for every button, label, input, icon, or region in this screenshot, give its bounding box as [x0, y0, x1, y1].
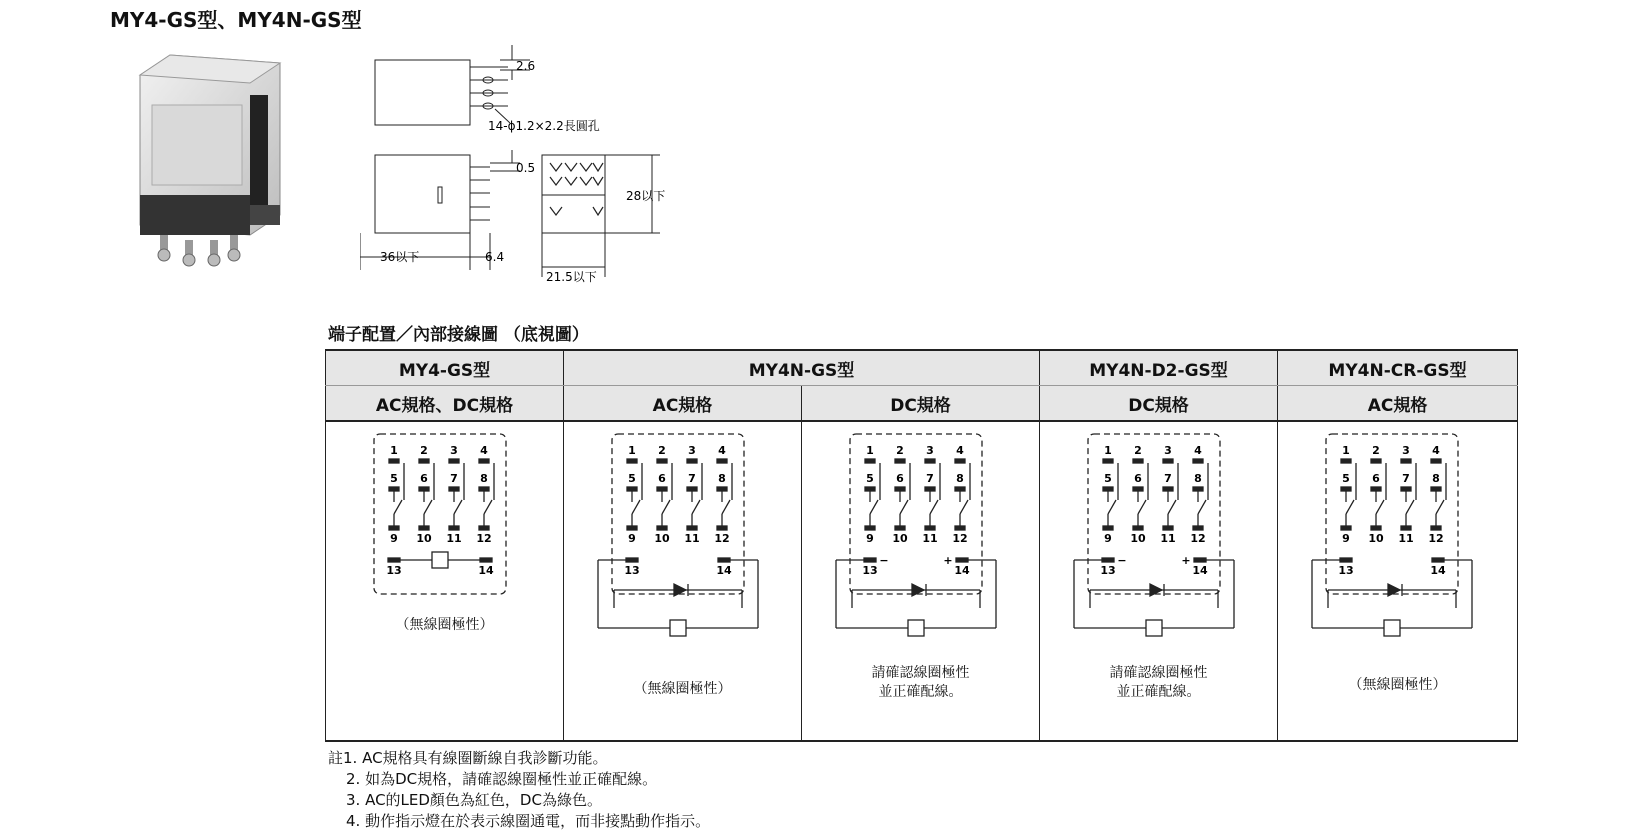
diagram-cell-1 [326, 421, 564, 741]
terminal-label-mid: 7 [1402, 472, 1410, 485]
terminal-label-mid: 7 [926, 472, 934, 485]
polarity-minus: − [879, 554, 889, 567]
terminal-label-mid: 6 [658, 472, 666, 485]
terminal-label-top: 1 [1104, 444, 1112, 457]
terminal-label-coil: 14 [954, 564, 970, 577]
terminal-label-bot: 12 [952, 532, 968, 545]
caption-check-polarity-4 [1040, 664, 1277, 702]
terminal-label-bot: 10 [416, 532, 432, 545]
terminal-label-top: 3 [688, 444, 696, 457]
terminal-label-mid: 8 [1432, 472, 1440, 485]
caption-line-2: 並正確配線。 [1116, 684, 1201, 700]
terminal-label-top: 4 [1194, 444, 1202, 457]
terminal-label-bot: 10 [654, 532, 670, 545]
coil-symbol [1146, 620, 1162, 636]
section-title: 端子配置／內部接線圖 （底視圖） [328, 325, 589, 345]
note-2: 2. 如為DC規格，請確認線圈極性並正確配線。 [346, 770, 658, 788]
terminal-label-coil: 13 [862, 564, 878, 577]
terminal-label-mid: 6 [420, 472, 428, 485]
terminal-label-top: 2 [1372, 444, 1380, 457]
coil-symbol [432, 552, 448, 568]
terminal-label-coil: 13 [1100, 564, 1116, 577]
terminal-label-bot: 10 [1368, 532, 1384, 545]
terminal-label-bot: 11 [446, 532, 462, 545]
spec-3: DC規格 [802, 386, 1040, 422]
header-specs-row [326, 386, 1518, 422]
dim-6-4: 6.4 [485, 250, 505, 264]
terminal-label-mid: 7 [1164, 472, 1172, 485]
terminal-label-coil: 14 [478, 564, 494, 577]
caption-no-polarity-5: （無線圈極性） [1348, 677, 1447, 693]
diagram-cell-5 [1278, 421, 1518, 741]
terminal-label-bot: 12 [1190, 532, 1206, 545]
dimension-drawing [360, 45, 720, 285]
terminal-label-bot: 11 [684, 532, 700, 545]
diagram-cell-3 [802, 421, 1040, 741]
terminal-label-top: 1 [1342, 444, 1350, 457]
terminal-label-bot: 11 [1398, 532, 1414, 545]
relay-photo [130, 45, 290, 275]
terminal-label-top: 1 [390, 444, 398, 457]
diagram-cell-4 [1040, 421, 1278, 741]
terminal-label-coil: 13 [1338, 564, 1354, 577]
terminal-label-bot: 11 [1160, 532, 1176, 545]
spec-5: AC規格 [1278, 386, 1518, 422]
header-my4-gs: MY4-GS型 [326, 350, 564, 386]
caption-line-1: 請確認線圈極性 [871, 665, 970, 681]
terminal-label-mid: 7 [450, 472, 458, 485]
terminal-label-bot: 10 [1130, 532, 1146, 545]
dim-2-6: 2.6 [516, 59, 536, 73]
terminal-label-bot: 10 [892, 532, 908, 545]
terminal-label-mid: 6 [1372, 472, 1380, 485]
terminal-label-mid: 5 [1342, 472, 1350, 485]
caption-no-polarity-2: （無線圈極性） [633, 681, 732, 697]
terminal-label-bot: 9 [866, 532, 874, 545]
caption-line-1: 請確認線圈極性 [1109, 665, 1208, 681]
terminal-label-mid: 6 [1134, 472, 1142, 485]
terminal-label-top: 4 [1432, 444, 1440, 457]
notes [328, 748, 710, 832]
terminal-label-top: 3 [450, 444, 458, 457]
terminal-label-top: 2 [420, 444, 428, 457]
note-4: 4. 動作指示燈在於表示線圈通電，而非接點動作指示。 [346, 812, 711, 830]
terminal-label-bot: 12 [476, 532, 492, 545]
terminal-label-top: 2 [1134, 444, 1142, 457]
spec-1: AC規格、DC規格 [326, 386, 564, 422]
terminal-label-top: 1 [628, 444, 636, 457]
terminal-label-coil: 14 [716, 564, 732, 577]
polarity-plus: + [943, 554, 953, 567]
terminal-label-mid: 8 [718, 472, 726, 485]
dim-holes: 14-ϕ1.2×2.2長圓孔 [488, 119, 600, 133]
diagram-cell-2 [564, 421, 802, 741]
page-title: MY4-GS型、MY4N-GS型 [110, 8, 362, 32]
header-models-row [326, 350, 1518, 386]
terminal-label-mid: 8 [956, 472, 964, 485]
terminal-label-top: 3 [926, 444, 934, 457]
terminal-label-coil: 13 [624, 564, 640, 577]
terminal-table [325, 349, 1518, 742]
terminal-label-bot: 11 [922, 532, 938, 545]
note-1: 註1. AC規格具有線圈斷線自我診斷功能。 [328, 749, 608, 767]
terminal-label-top: 3 [1402, 444, 1410, 457]
terminal-label-bot: 9 [1104, 532, 1112, 545]
dim-36: 36以下 [380, 250, 420, 264]
dim-28: 28以下 [626, 189, 666, 203]
terminal-label-mid: 5 [390, 472, 398, 485]
coil-symbol [908, 620, 924, 636]
dim-21-5: 21.5以下 [546, 270, 597, 284]
terminal-label-bot: 9 [390, 532, 398, 545]
spec-2: AC規格 [564, 386, 802, 422]
terminal-label-bot: 12 [714, 532, 730, 545]
terminal-label-bot: 9 [628, 532, 636, 545]
terminal-label-mid: 5 [628, 472, 636, 485]
caption-no-polarity-1: （無線圈極性） [395, 617, 494, 633]
terminal-label-top: 2 [658, 444, 666, 457]
terminal-label-mid: 7 [688, 472, 696, 485]
terminal-label-mid: 8 [480, 472, 488, 485]
terminal-label-coil: 13 [386, 564, 402, 577]
header-my4n-gs: MY4N-GS型 [564, 350, 1040, 386]
terminal-label-top: 1 [866, 444, 874, 457]
terminal-label-mid: 6 [896, 472, 904, 485]
coil-symbol [670, 620, 686, 636]
terminal-label-top: 3 [1164, 444, 1172, 457]
wiring-diagram-1 [326, 422, 564, 740]
terminal-label-coil: 14 [1430, 564, 1446, 577]
header-my4n-d2-gs: MY4N-D2-GS型 [1040, 350, 1278, 386]
terminal-label-top: 4 [956, 444, 964, 457]
terminal-label-bot: 12 [1428, 532, 1444, 545]
header-my4n-cr-gs: MY4N-CR-GS型 [1278, 350, 1518, 386]
spec-4: DC規格 [1040, 386, 1278, 422]
coil-symbol [1384, 620, 1400, 636]
diagrams-row [326, 421, 1518, 741]
terminal-label-top: 2 [896, 444, 904, 457]
caption-line-2: 並正確配線。 [878, 684, 963, 700]
terminal-label-mid: 5 [1104, 472, 1112, 485]
note-3: 3. AC的LED顏色為紅色，DC為綠色。 [346, 791, 602, 809]
terminal-label-mid: 8 [1194, 472, 1202, 485]
terminal-label-top: 4 [480, 444, 488, 457]
caption-check-polarity-3 [802, 664, 1039, 702]
dim-0-5: 0.5 [516, 161, 536, 175]
polarity-minus: − [1117, 554, 1127, 567]
terminal-label-bot: 9 [1342, 532, 1350, 545]
terminal-label-coil: 14 [1192, 564, 1208, 577]
terminal-label-mid: 5 [866, 472, 874, 485]
polarity-plus: + [1181, 554, 1191, 567]
terminal-label-top: 4 [718, 444, 726, 457]
